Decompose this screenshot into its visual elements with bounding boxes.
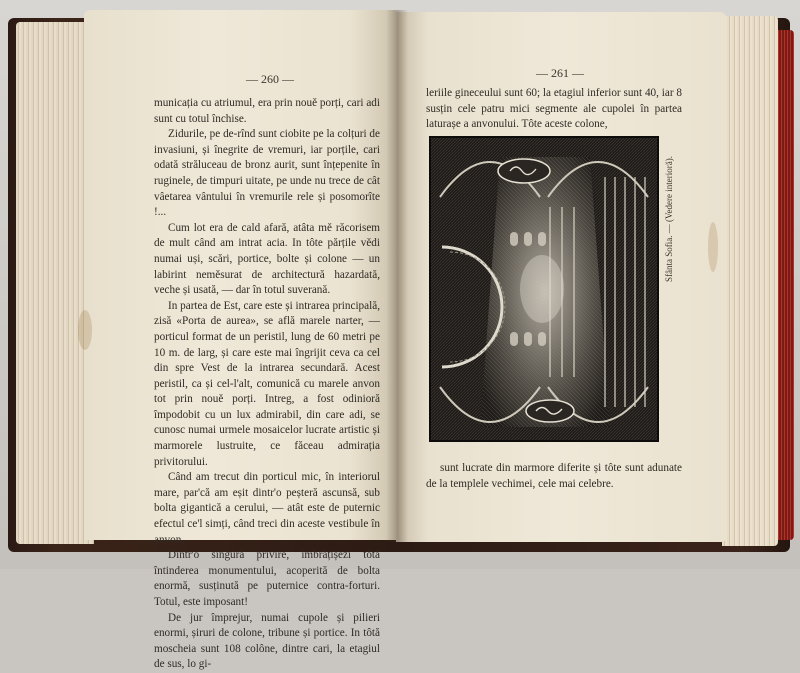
paragraph: Când am trecut din porticul mic, în interiorul mare, par'că am eșit dintr'o peșteră ascunsă, sub bolta gigantică a cerului, — atât este de puternic efectul ce'l simți, când treci din aceste vestibule în anvon. <box>154 471 380 546</box>
paragraph: Cum lot era de cald afară, atâta mě răcorisem de mult când am intrat acia. In tôte părțile vědi numai uși, scări, portice, bolte și colone — un labirint neměsurat de architectură hazardată, veche și usată, — dar în totul suverană. <box>154 221 380 297</box>
foxing-stain <box>78 310 92 350</box>
right-page <box>396 12 726 542</box>
paragraph: Zidurile, pe de-rînd sunt ciobite pe la colțuri de invasiuni, și înegrite de vremuri, iar porțile, cari odată străluceau de bronz aurit, sunt înțepenite în ruginele, de timpuri uitate, pe unde nu trece de cât vâetarea vântului în vremurile rele și posomorîte !... <box>154 128 380 219</box>
page-stack-right <box>722 16 778 546</box>
page-stack-left <box>16 22 94 544</box>
right-page-text-bottom <box>426 461 682 492</box>
page-number-right: — 261 — <box>536 66 584 80</box>
left-page-text <box>154 96 380 673</box>
paragraph: sunt lucrate din marmore diferite și tôte sunt adunate de la templele vechimei, cele mai celebre. <box>426 462 682 490</box>
right-page-text-top <box>426 86 682 133</box>
left-page <box>84 10 396 671</box>
book-gutter <box>386 10 408 542</box>
paragraph: municația cu atriumul, era prin nouě porți, cari adi sunt cu totul închise. <box>154 97 380 125</box>
foxing-stain <box>708 222 718 272</box>
paragraph: De jur împrejur, numai cupole și pilieri enormi, șiruri de colone, tribune și portice. In tôtă moscheia sunt 108 colône, dintre cari, la etagiul de sus, lo gi- <box>154 611 380 671</box>
paragraph: Dintr'o singură privire, îmbrățișezi tôtă întinderea monumentului, acoperită de bolta enormă, susținută pe puternice contra-forturi. Totul, este imposant! <box>154 549 380 608</box>
paragraph: In partea de Est, care este și intrarea principală, zisă «Porta de aurea», se află marele narter, — porticul format de un peristil, lung de 60 metri pe 10 m. de larg, și care este mai îngrijit ceva ca cel din spre Vest de la intrarea secundară. Acest peristil, ca și cel-l'alt, comunică cu marele anvon tot prin nouě porți. Intreg, a fost odinioră împodobit cu un lux admirabil, din care adi, se cunosc numai urmele mosaicelor lucrate artistic și marmorele lustruite, ce făceau admirația privitorului. <box>154 299 380 468</box>
figure-caption: Sfânta Sofia. — (Vedere interioră). <box>664 156 674 282</box>
page-number-left: — 260 — <box>246 72 294 86</box>
paragraph: leriile gineceului sunt 60; la etagiul inferior sunt 40, iar 8 susțin cele patru mici segmente ale cupolei în partea laturașe a anvonului. Tôte aceste colone, <box>426 87 682 131</box>
hagia-sophia-engraving <box>429 136 659 442</box>
